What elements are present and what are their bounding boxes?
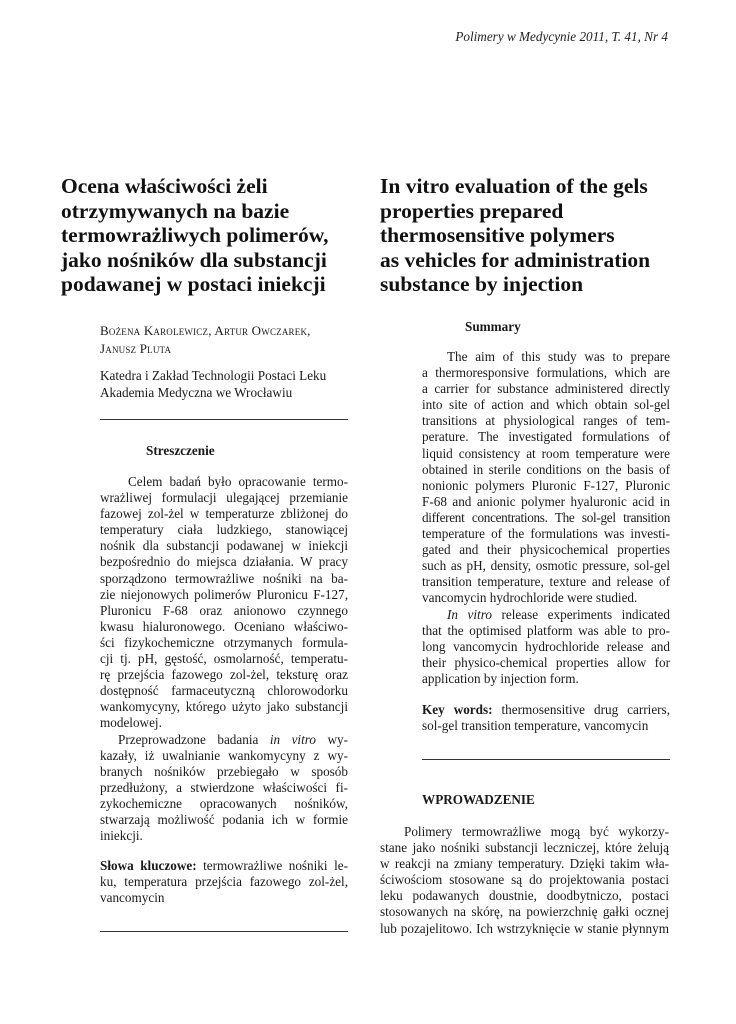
title-line: properties prepared (380, 198, 564, 223)
affiliation (100, 368, 360, 401)
text-line: long vancomycin hydrochloride release and (422, 638, 670, 654)
title-english (380, 174, 680, 297)
text-line: application by injection form. (422, 670, 579, 686)
title-polish (61, 174, 361, 297)
text-line: Celem badań było opracowanie termo- (128, 474, 348, 489)
text-line: modelowej. (100, 715, 162, 731)
streszczenie-heading: Streszczenie (146, 443, 215, 458)
text-line: stwarzają możliwość podania ich w formie (100, 811, 348, 827)
text-line: lub pozajelitowo. Ich wstrzyknięcie w stanie płynnym (380, 920, 669, 936)
authors (100, 322, 360, 358)
text-line: gated and their physicochemical properties (422, 542, 670, 558)
text-line: w reakcji na zmiany temperatury. Dzięki takim wła- (380, 856, 669, 872)
text-line: wrażliwej formulacji ulegającej przemianie (100, 490, 348, 506)
summary-heading: Summary (465, 319, 521, 334)
text-line: nonionic polymers Pluronic F-127, Pluronic (422, 477, 670, 493)
text-line: their physico-chemical properties allow for (422, 654, 670, 670)
affiliation-line: Katedra i Zakład Technologii Postaci Leku (100, 368, 327, 383)
text-run: termowrażliwe nośniki le- (196, 858, 348, 874)
text-line: a thermoresponsive formulations, which are (422, 365, 670, 381)
streszczenie-body (100, 474, 348, 906)
text-line: sporządzono termowrażliwe nośniki na ba- (100, 570, 348, 586)
text-line: cji tj. pH, gęstość, osmolarność, temperatu- (100, 651, 348, 667)
text-run: release experiments indicated (491, 606, 670, 622)
wprowadzenie-text (380, 824, 669, 937)
affiliation-line: Akademia Medyczna we Wrocławiu (100, 384, 293, 400)
title-line: thermosensitive polymers (380, 223, 615, 247)
text-line: branych nośników przebiegało w sposób (100, 763, 348, 779)
title-line: as vehicles for administration (380, 247, 651, 272)
text-line: przedłużony, a stwierdzone właściwości fi- (100, 779, 348, 795)
divider (100, 931, 348, 932)
text-line: kwasu hialuronowego. Oceniano właściwo- (100, 618, 348, 634)
authors-line: Bożena Karolewicz, Artur Owczarek, (100, 323, 311, 338)
text-line: such as pH, density, osmotic pressure, sol-gel (422, 558, 670, 574)
text-line: ściwościom stosowane są do projektowania postaci (380, 872, 669, 888)
text-line: stane jako nośniki substancji leczniczej, które żelują (380, 840, 669, 856)
text-line: transitions at physiological ranges of tem- (422, 413, 670, 429)
text-line (422, 702, 670, 718)
text-line: into site of action and which obtain sol-gel (422, 397, 670, 413)
keywords-label: Słowa kluczowe: (100, 858, 197, 874)
text-line: nośnik dla substancji podawanej w iniekcji (100, 538, 348, 554)
text-line: dostępność farmaceutyczną chlorowodorku (100, 683, 348, 699)
text-line (100, 858, 348, 874)
text-line (100, 732, 348, 748)
text-line: that the optimised platform was able to pro- (422, 622, 670, 638)
text-line: perature. The investigated formulations of (422, 429, 670, 445)
text-line: zykochemiczne opracowanych nośników, (100, 795, 348, 811)
text-line: Polimery termowrażliwe mogą być wykorzy- (404, 824, 669, 839)
text-line: obtained in sterile conditions on the basis of (422, 461, 670, 477)
text-line: Pluronicu F-68 oraz anionowo czynnego (100, 602, 348, 618)
authors-line: Janusz Pluta (100, 341, 172, 356)
title-line: substance by injection (380, 272, 584, 296)
summary-body (422, 349, 670, 734)
text-line: wankomycyny, którego użyto jako substancji (100, 699, 348, 715)
text-line: different concentrations. The sol-gel transition (422, 509, 670, 525)
text-line: sol-gel transition temperature, vancomycin (422, 718, 649, 734)
running-head: Polimery w Medycynie 2011, T. 41, Nr 4 (455, 29, 668, 44)
text-line: F-68 and anionic polymer hyaluronic acid in (422, 493, 670, 509)
divider (100, 419, 348, 420)
text-line: fazowej zol-żel w temperaturze zbliżonej do (100, 506, 348, 522)
text-run: thermosensitive drug carriers, (492, 701, 670, 717)
text-line: ku, temperatura przejścia fazowego zol-żel, (100, 874, 348, 890)
text-line: ści fizykochemiczne otrzymanych formula- (100, 634, 348, 650)
wprowadzenie-heading: WPROWADZENIE (422, 792, 535, 807)
title-line: jako nośników dla substancji (61, 247, 327, 272)
title-line: In vitro evaluation of the gels (380, 174, 648, 198)
divider (422, 759, 670, 760)
text-line: The aim of this study was to prepare (447, 349, 670, 364)
text-line: liquid consistency at room temperature were (422, 445, 670, 461)
text-line: temperatury ciała ludzkiego, stanowiącej (100, 522, 348, 538)
text-run: Przeprowadzone badania (118, 731, 270, 747)
text-line (422, 607, 670, 623)
title-line: podawanej w postaci iniekcji (61, 272, 326, 296)
text-line: stosowanych na skórę, na powierzchnię gałki ocznej (380, 904, 669, 920)
text-line: zie niejonowych polimerów Pluronicu F-127, (100, 586, 348, 602)
title-line: otrzymywanych na bazie (61, 198, 290, 223)
text-line: vancomycin hydrochloride were studied. (422, 590, 638, 606)
title-line: Ocena właściwości żeli (61, 174, 268, 198)
text-line: kazały, iż uwalnianie wankomycyny z wy- (100, 747, 348, 763)
italic-term: in vitro (269, 731, 316, 747)
text-line: temperature of the formulations was investi- (422, 526, 670, 542)
title-line: termowrażliwych polimerów, (61, 223, 329, 247)
text-line: transition temperature, texture and release of (422, 574, 670, 590)
text-run: wy- (316, 731, 348, 747)
italic-term: In vitro (447, 606, 492, 622)
text-line: bezpośrednio do miejsca działania. W pracy (100, 554, 348, 570)
text-line: iniekcji. (100, 828, 143, 844)
keywords-label: Key words: (422, 701, 493, 717)
text-line: leku podawanych doustnie, doodbytniczo, postaci (380, 888, 669, 904)
text-line: a carrier for substance administered directly (422, 381, 670, 397)
text-line: rę przejścia fazowego zol-żel, teksturę oraz (100, 667, 348, 683)
text-line: vancomycin (100, 890, 165, 906)
